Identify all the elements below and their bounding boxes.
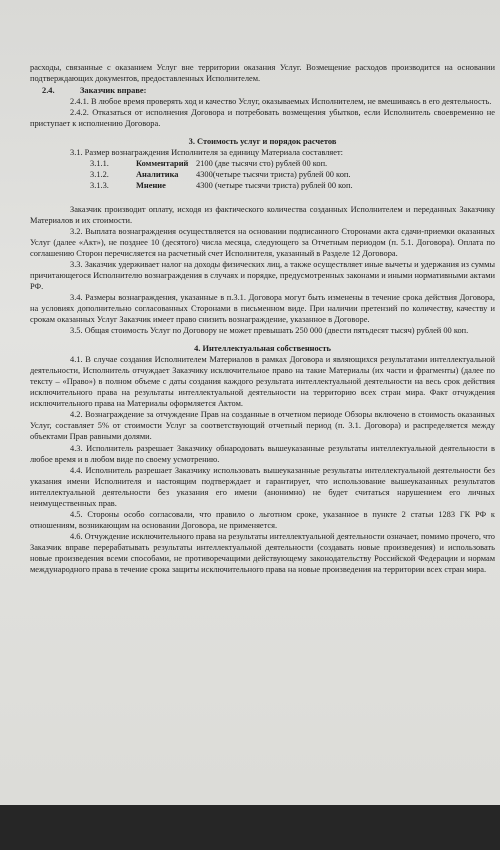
rate-number: 3.1.2. bbox=[90, 170, 109, 180]
rate-value: 4300 (четыре тысячи триста) рублей 00 коп. bbox=[196, 181, 353, 191]
rate-number: 3.1.3. bbox=[90, 181, 109, 191]
paragraph-3-5: 3.5. Общая стоимость Услуг по Договору не может превышать 250 000 (двести пятьдесят тысяч) рублей 00 коп. bbox=[70, 326, 469, 336]
rate-value: 2100 (две тысячи сто) рублей 00 коп. bbox=[196, 159, 328, 169]
spacer bbox=[30, 192, 495, 204]
rate-name: Комментарий bbox=[136, 159, 189, 169]
rate-number: 3.1.1. bbox=[90, 159, 109, 169]
paragraph-4-1: 4.1. В случае создания Исполнителем Материалов в рамках Договора и являющихся результатами интеллектуальной деятельности, Исполнитель отчуждает Заказчику исключительное право на такие Материалы (их части и фрагменты) (далее по тексту – «Право») в полном объеме с даты создания каждого результата интеллектуальной деятельности на весь срок действия исключительного права на результаты интеллектуальной деятельности на территорию всех стран мира. Факт отчуждения исключительного права на Материалы оформляется Актом. bbox=[30, 355, 495, 409]
rate-name: Аналитика bbox=[136, 170, 179, 180]
paragraph-4-3: 4.3. Исполнитель разрешает Заказчику обнародовать вышеуказанные результаты интеллектуальной деятельности в любое время и в любом виде по своему усмотрению. bbox=[30, 443, 495, 464]
subsection-title: Заказчик вправе: bbox=[80, 86, 147, 96]
paragraph-3-2: 3.2. Выплата вознаграждения осуществляется на основании подписанного Сторонами акта сдачи-приемки оказанных Услуг (далее «Акт»), не позднее 10 (десятого) числа месяца, следующего за Отчетным периодом (п. 5.1. Договора). Оплата по соглашению Сторон перечисляется на расчетный счет Исполнителя, указанный в Разделе 12 Договора. bbox=[30, 226, 495, 258]
rate-item bbox=[30, 169, 495, 180]
section-3-title: 3. Стоимость услуг и порядок расчетов bbox=[188, 137, 337, 147]
paragraph-4-6: 4.6. Отчуждение исключительного права на результаты интеллектуальной деятельности означает, помимо прочего, что Заказчик вправе перерабатывать результаты интеллектуальной деятельности (создавать новые произведения) и использовать новые произведения всеми способами, не противоречащими действующему законодательству Российской Федерации и нормам международного права в течение срока защиты исключительного права на новые произведения на территории всех стран мира. bbox=[30, 531, 495, 575]
section-4-title: 4. Интеллектуальная собственность bbox=[194, 344, 331, 354]
document-body bbox=[30, 62, 495, 575]
paragraph-3-3: 3.3. Заказчик удерживает налог на доходы физических лиц, а также осуществляет иные вычеты и удержания из суммы причитающегося Исполнителю вознаграждения в случаях и порядке, предусмотренных законами и иными нормативными актами РФ. bbox=[30, 259, 495, 291]
paragraph-3-4: 3.4. Размеры вознаграждения, указанные в п.3.1. Договора могут быть изменены в течение срока действия Договора, на условиях дополнительно согласованных Сторонами в письменном виде. При наличии претензий по количеству, качеству и срокам оказанных Услуг Заказчик имеет право снизить вознаграждение, указанное в Договоре. bbox=[30, 292, 495, 324]
subsection-heading-2-4 bbox=[30, 85, 495, 96]
paragraph-3-1: 3.1. Размер вознаграждения Исполнителя за единицу Материала составляет: bbox=[70, 148, 343, 158]
paragraph-4-2: 4.2. Вознаграждение за отчуждение Прав на созданные в отчетном периоде Обзоры включено в стоимость оказанных Услуг, составляет 5% от стоимости Услуг за соответствующий отчетный период (п. 3.1. Договора) и распределяется между объектами Прав равными долями. bbox=[30, 410, 495, 442]
subsection-number: 2.4. bbox=[42, 86, 55, 96]
paragraph-intro: расходы, связанные с оказанием Услуг вне территории оказания Услуг. Возмещение расходов производится на основании подтверждающих документов, предоставленных Исполнителем. bbox=[30, 63, 495, 84]
paragraph-4-4: 4.4. Исполнитель разрешает Заказчику использовать вышеуказанные результаты интеллектуальной деятельности без указания имени Исполнителя и настоящим подтверждает и гарантирует, что использование вышеуказанных результатов интеллектуальной деятельности без указания его имени (анонимно) не будет считаться нарушением его личных неимущественных прав. bbox=[30, 465, 495, 508]
rate-item bbox=[30, 180, 495, 191]
paragraph-2-4-1: 2.4.1. В любое время проверять ход и качество Услуг, оказываемых Исполнителем, не вмешиваясь в его деятельность. bbox=[70, 97, 492, 107]
background-surface bbox=[0, 805, 500, 850]
paragraph-4-5: 4.5. Стороны особо согласовали, что правило о льготном сроке, указанное в пункте 2 статьи 1283 ГК РФ к отношениям, возникающим на основании Договора, не применяется. bbox=[30, 509, 495, 530]
rate-item bbox=[30, 158, 495, 169]
rate-name: Мнение bbox=[136, 181, 166, 191]
paragraph-2-4-2: 2.4.2. Отказаться от исполнения Договора и потребовать возмещения убытков, если Исполнитель своевременно не приступает к исполнению Договора. bbox=[30, 108, 495, 129]
rate-value: 4300(четыре тысячи триста) рублей 00 коп. bbox=[196, 170, 351, 180]
paragraph-payment: Заказчик производит оплату, исходя из фактического количества созданных Исполнителем и переданных Заказчику Материалов и их стоимости. bbox=[30, 204, 495, 225]
